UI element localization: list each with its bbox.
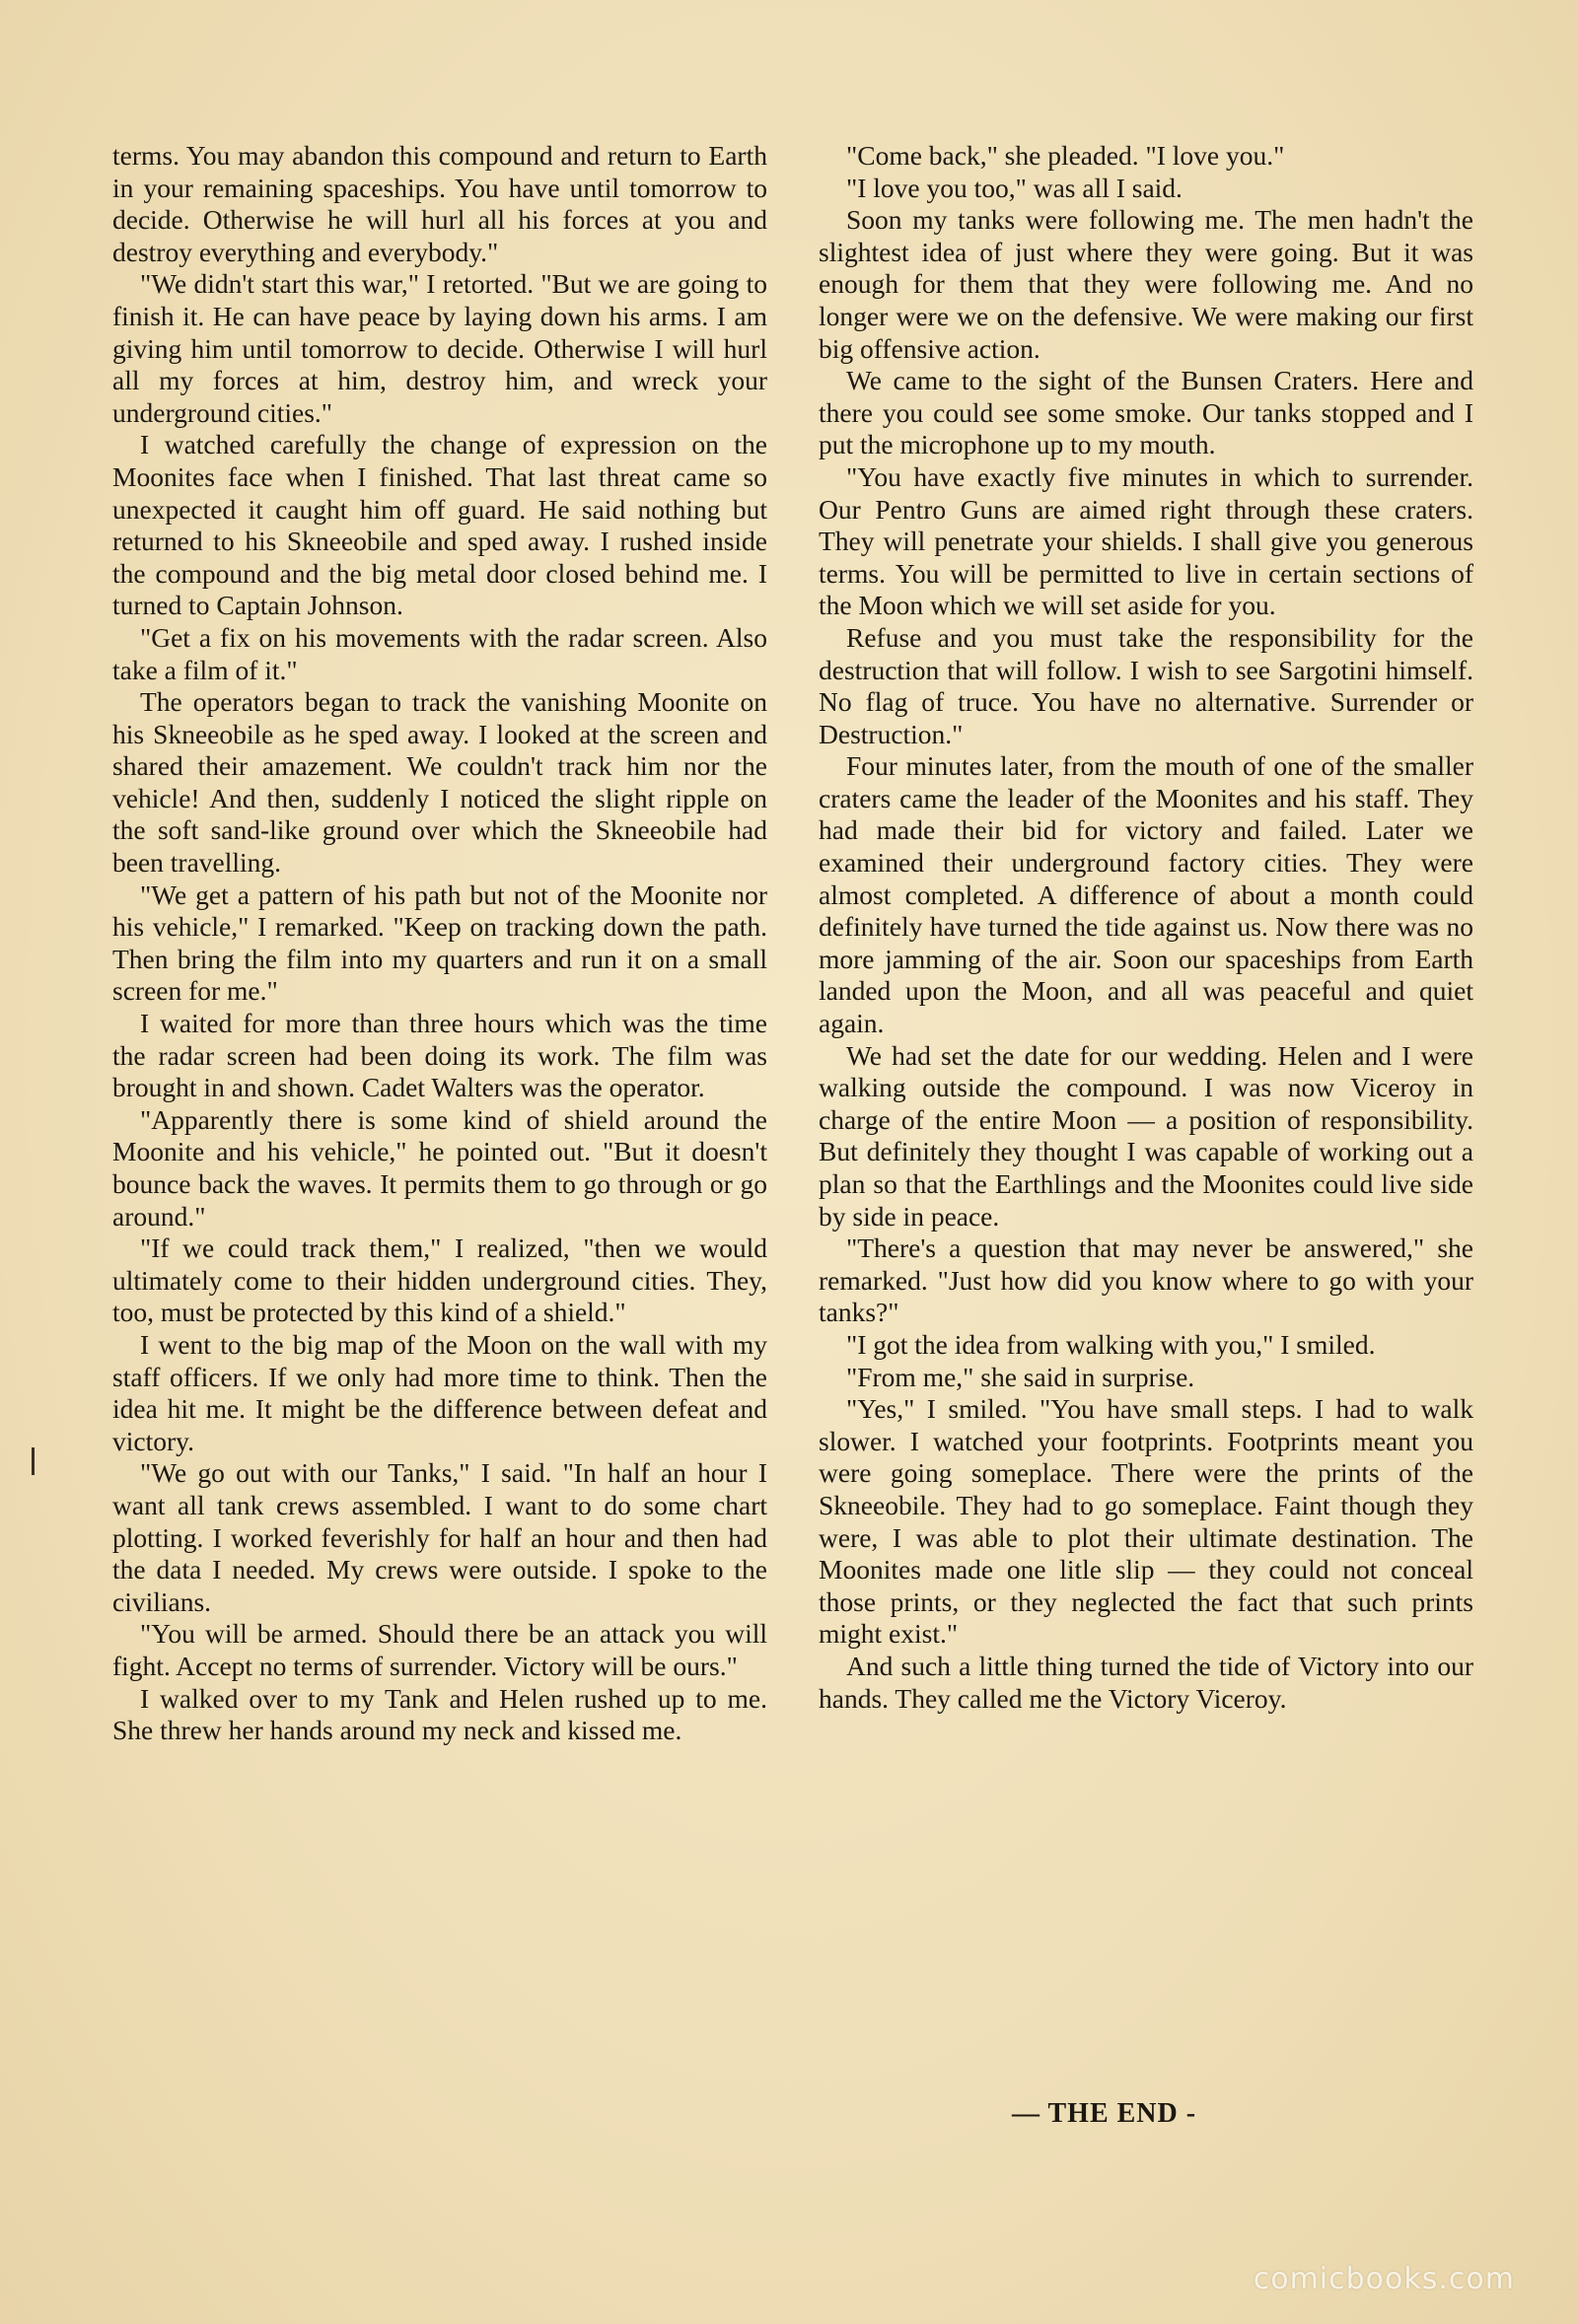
- paragraph: "We get a pattern of his path but not of the Moonite nor his vehicle," I remarked. "Keep on tracking down the path. Then bring the film into my quarters and run it on a small screen for me.": [112, 879, 767, 1007]
- paragraph: We came to the sight of the Bunsen Craters. Here and there you could see some smoke. Our tanks stopped and I put the microphone up to my mouth.: [819, 365, 1473, 460]
- paragraph: I waited for more than three hours which was the time the radar screen had been doing its work. The film was brought in and shown. Cadet Walters was the operator.: [112, 1008, 767, 1103]
- paragraph: And such a little thing turned the tide of Victory into our hands. They called me the Victory Viceroy.: [819, 1650, 1473, 1714]
- paragraph: I walked over to my Tank and Helen rushed up to me. She threw her hands around my neck and kissed me.: [112, 1682, 767, 1746]
- paragraph: "Apparently there is some kind of shield around the Moonite and his vehicle," he pointed out. "But it doesn't bounce back the waves. It permits them to go through or go around.": [112, 1103, 767, 1232]
- paragraph: terms. You may abandon this compound and return to Earth in your remaining spaceships. You have until tomorrow to decide. Otherwise he will hurl all his forces at you and destroy everything and everybody.": [112, 140, 767, 267]
- paragraph: I went to the big map of the Moon on the wall with my staff officers. If we only had more time to think. Then the idea hit me. It might be the difference between defeat and victory.: [112, 1328, 767, 1456]
- paragraph: I watched carefully the change of expression on the Moonites face when I finished. That last threat came so unexpected it caught him off guard. He said nothing but returned to his Skneeobile and sped away. I rushed inside the compound and the big metal door closed behind me. I turned to Captain Johnson.: [112, 429, 767, 621]
- paragraph: "I love you too," was all I said.: [846, 172, 1183, 203]
- paragraph: Four minutes later, from the mouth of one of the smaller craters came the leader of the Moonites and his staff. They had made their bid for victory and failed. Later we examined their underground factory cities. They were almost completed. A difference of about a month could definitely have turned the tide against us. Now there was no more jamming of the air. Soon our spaceships from Earth landed upon the Moon, and all was peaceful and quiet again.: [819, 750, 1473, 1039]
- paragraph: "Come back," she pleaded. "I love you.": [846, 140, 1285, 171]
- paragraph: "You will be armed. Should there be an attack you will fight. Accept no terms of surrender. Victory will be ours.": [112, 1618, 767, 1681]
- right-column: [819, 140, 1473, 1715]
- paragraph: "I got the idea from walking with you," I smiled.: [846, 1328, 1376, 1360]
- paragraph: We had set the date for our wedding. Helen and I were walking outside the compound. I was now Viceroy in charge of the entire Moon — a position of responsibility. But definitely they thought I was capable of working out a plan so that the Earthlings and the Moonites could live side by side in peace.: [819, 1039, 1473, 1232]
- paragraph: "Get a fix on his movements with the radar screen. Also take a film of it.": [112, 621, 767, 685]
- paragraph: "Yes," I smiled. "You have small steps. I had to walk slower. I watched your footprints. Footprints meant you were going someplace. There were the prints of the Skneeobile. They had to go someplace. Faint though they were, I was able to plot their ultimate destination. The Moonites made one litle slip — they could not conceal those prints, or they neglected the fact that such prints might exist.": [819, 1393, 1473, 1650]
- paragraph: "We didn't start this war," I retorted. "But we are going to finish it. He can have peace by laying down his arms. I am giving him until tomorrow to decide. Otherwise I will hurl all my forces at him, destroy him, and wreck your underground cities.": [112, 268, 767, 428]
- paragraph: The operators began to track the vanishing Moonite on his Skneeobile as he sped away. I looked at the screen and shared their amazement. We couldn't track him nor the vehicle! And then, suddenly I noticed the slight ripple on the soft sand-like ground over which the Skneeobile had been travelling.: [112, 686, 767, 879]
- watermark: comicbooks.com: [1253, 2262, 1515, 2296]
- paragraph: Refuse and you must take the responsibility for the destruction that will follow. I wish to see Sargotini himself. No flag of truce. You have no alternative. Surrender or Destruction.": [819, 621, 1473, 749]
- edge-mark: [32, 1447, 35, 1475]
- paragraph: "We go out with our Tanks," I said. "In half an hour I want all tank crews assembled. I want to do some chart plotting. I worked feverishly for half an hour and then had the data I needed. My crews were outside. I spoke to the civilians.: [112, 1457, 767, 1617]
- paragraph: "There's a question that may never be answered," she remarked. "Just how did you know where to go with your tanks?": [819, 1232, 1473, 1328]
- paragraph: Soon my tanks were following me. The men hadn't the slightest idea of just where they were going. But it was enough for them that they were following me. And no longer were we on the defensive. We were making our first big offensive action.: [819, 204, 1473, 364]
- paragraph: "From me," she said in surprise.: [846, 1361, 1195, 1392]
- end-marker: — THE END -: [1012, 2098, 1197, 2129]
- paragraph: "If we could track them," I realized, "then we would ultimately come to their hidden underground cities. They, too, must be protected by this kind of a shield.": [112, 1232, 767, 1328]
- left-column: [112, 140, 767, 1747]
- paragraph: "You have exactly five minutes in which to surrender. Our Pentro Guns are aimed right through these craters. They will penetrate your shields. I shall give you generous terms. You will be permitted to live in certain sections of the Moon which we will set aside for you.: [819, 460, 1473, 621]
